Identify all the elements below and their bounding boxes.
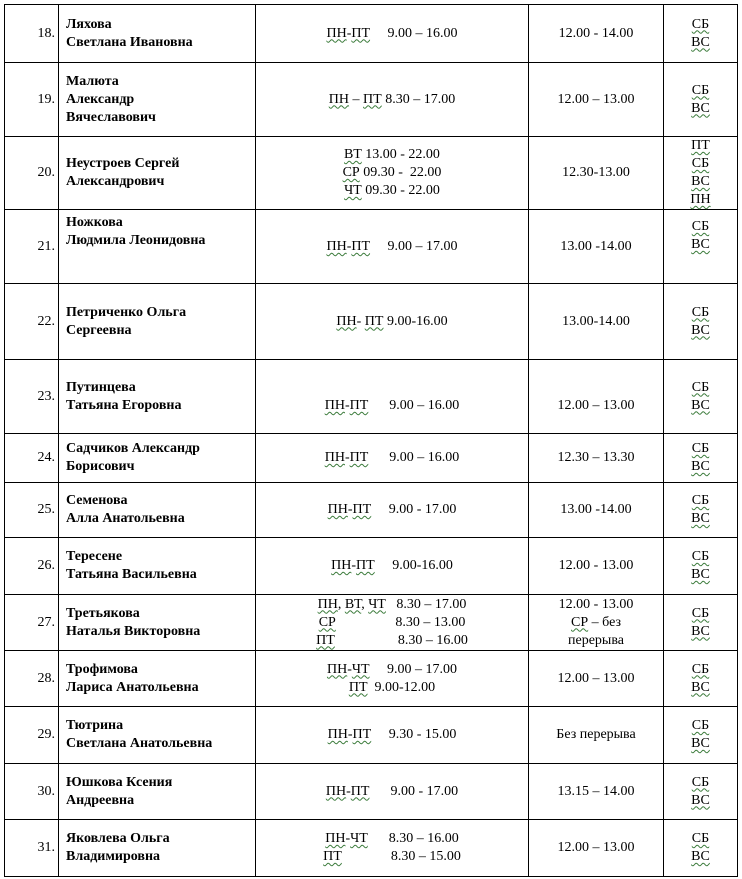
lunch-break-cell xyxy=(529,538,664,595)
lunch-break-cell xyxy=(529,5,664,63)
employee-name-cell xyxy=(59,820,256,877)
work-hours-line: ПТ 9.00-12.00 xyxy=(348,679,436,695)
lunch-break-cell xyxy=(529,137,664,210)
days-off-line: СБ xyxy=(691,16,710,32)
days-off-cell xyxy=(664,764,738,820)
row-number: 28. xyxy=(5,651,59,707)
employee-name-line: Александр xyxy=(66,91,135,107)
employee-name-cell xyxy=(59,434,256,483)
work-hours-line: ПН-ПТ 9.30 - 15.00 xyxy=(327,727,457,742)
days-off-line: ВС xyxy=(691,511,710,526)
employee-name-cell xyxy=(59,595,256,651)
row-number: 20. xyxy=(5,137,59,210)
work-hours-line: ПН, ВТ, ЧТ 8.30 – 17.00 xyxy=(317,596,467,612)
table-row xyxy=(5,137,738,210)
work-hours-line: ПН-ПТ 9.00 – 16.00 xyxy=(324,450,460,465)
days-off-line: ВС xyxy=(691,100,710,116)
days-off-cell xyxy=(664,284,738,360)
employee-name-cell xyxy=(59,284,256,360)
lunch-break-line: 12.00 - 13.00 xyxy=(558,596,634,612)
days-off-line: СБ xyxy=(691,379,710,395)
lunch-break-cell xyxy=(529,284,664,360)
work-hours-line: ПН-ПТ 9.00 – 16.00 xyxy=(326,25,458,41)
days-off-line: СБ xyxy=(691,82,710,98)
employee-name-cell xyxy=(59,707,256,764)
work-hours-line: ПН- ПТ 9.00-16.00 xyxy=(336,313,448,329)
lunch-break-line: 12.00 - 14.00 xyxy=(558,25,634,41)
work-hours-cell xyxy=(256,137,529,210)
lunch-break-cell xyxy=(529,651,664,707)
work-hours-cell xyxy=(256,764,529,820)
lunch-break-line: 12.00 – 13.00 xyxy=(557,840,635,855)
lunch-break-line: 13.00 -14.00 xyxy=(560,239,632,254)
days-off-line: ВС xyxy=(691,397,710,413)
table-row xyxy=(5,538,738,595)
table-row xyxy=(5,764,738,820)
lunch-break-line: 13.00-14.00 xyxy=(562,313,630,329)
work-hours-line: ПН-ЧТ 9.00 – 17.00 xyxy=(326,661,458,677)
work-hours-cell xyxy=(256,595,529,651)
row-number: 23. xyxy=(5,360,59,434)
work-hours-line: ВТ 13.00 - 22.00 xyxy=(344,147,440,162)
row-number: 18. xyxy=(5,5,59,63)
employee-name-cell xyxy=(59,651,256,707)
employee-name-line: Владимировна xyxy=(66,849,161,864)
work-hours-cell xyxy=(256,210,529,284)
days-off-cell xyxy=(664,538,738,595)
days-off-cell xyxy=(664,434,738,483)
employee-name-cell xyxy=(59,63,256,137)
days-off-line: СБ xyxy=(691,774,710,790)
employee-name-line: Людмила Леонидовна xyxy=(66,233,206,248)
row-number: 30. xyxy=(5,764,59,820)
work-hours-line: ПН-ПТ 9.00-16.00 xyxy=(331,558,453,573)
employee-name-cell xyxy=(59,137,256,210)
employee-name-line: Ляхова xyxy=(66,16,112,32)
lunch-break-cell xyxy=(529,360,664,434)
row-number: 29. xyxy=(5,707,59,764)
work-hours-line: ПН-ЧТ 8.30 – 16.00 xyxy=(325,831,459,846)
row-number: 27. xyxy=(5,595,59,651)
work-hours-line: ПТ 8.30 – 16.00 xyxy=(316,632,468,648)
days-off-line: ВС xyxy=(691,567,710,582)
employee-name-line: Путинцева xyxy=(66,379,136,395)
employee-name-line: Александрович xyxy=(66,174,165,189)
employee-name-line: Лариса Анатольевна xyxy=(66,679,199,695)
days-off-cell xyxy=(664,651,738,707)
days-off-line: ВС xyxy=(691,34,710,50)
employee-name-line: Петриченко Ольга xyxy=(66,304,187,320)
employee-name-line: Сергеевна xyxy=(66,322,132,338)
days-off-cell xyxy=(664,483,738,538)
table-row xyxy=(5,5,738,63)
table-row xyxy=(5,820,738,877)
employee-name-line: Наталья Викторовна xyxy=(66,623,201,639)
work-hours-line: ПН-ПТ 9.00 – 16.00 xyxy=(324,398,460,413)
days-off-line: ВС xyxy=(691,679,710,695)
employee-name-cell xyxy=(59,360,256,434)
days-off-cell xyxy=(664,707,738,764)
days-off-line: ПТ xyxy=(691,138,710,153)
employee-name-cell xyxy=(59,210,256,284)
employee-name-line: Малюта xyxy=(66,73,119,89)
work-hours-line: ЧТ 09.30 - 22.00 xyxy=(344,183,440,198)
table-row xyxy=(5,360,738,434)
employee-name-line: Тютрина xyxy=(66,718,124,733)
work-hours-line: ПН-ПТ 9.00 - 17.00 xyxy=(325,783,459,799)
work-hours-cell xyxy=(256,5,529,63)
days-off-line: ВС xyxy=(691,849,710,864)
lunch-break-line: 12.00 – 13.00 xyxy=(557,670,635,686)
employee-name-line: Татьяна Васильевна xyxy=(66,567,197,582)
work-hours-cell xyxy=(256,63,529,137)
work-hours-line: ПН-ПТ 9.00 – 17.00 xyxy=(326,239,458,254)
work-hours-line: СР 09.30 - 22.00 xyxy=(342,165,442,180)
lunch-break-line: Без перерыва xyxy=(556,727,636,742)
lunch-break-cell xyxy=(529,63,664,137)
table-row xyxy=(5,483,738,538)
days-off-line: ВС xyxy=(691,623,710,639)
days-off-line: ВС xyxy=(691,322,710,338)
employee-name-line: Вячеславович xyxy=(66,109,156,125)
lunch-break-line: 13.15 – 14.00 xyxy=(557,783,635,799)
table-row xyxy=(5,63,738,137)
work-hours-cell xyxy=(256,651,529,707)
employee-name-line: Светлана Ивановна xyxy=(66,34,193,50)
row-number: 19. xyxy=(5,63,59,137)
employee-name-cell xyxy=(59,764,256,820)
employee-name-line: Трофимова xyxy=(66,661,138,677)
employee-name-line: Борисович xyxy=(66,459,135,474)
work-hours-line: ПН-ПТ 9.00 - 17.00 xyxy=(327,502,457,517)
lunch-break-cell xyxy=(529,707,664,764)
days-off-line: ВС xyxy=(691,459,710,474)
lunch-break-cell xyxy=(529,820,664,877)
lunch-break-cell xyxy=(529,595,664,651)
row-number: 31. xyxy=(5,820,59,877)
table-row xyxy=(5,595,738,651)
work-hours-line: ПН – ПТ 8.30 – 17.00 xyxy=(328,91,456,107)
lunch-break-line: 12.00 – 13.00 xyxy=(557,398,635,413)
work-hours-cell xyxy=(256,820,529,877)
employee-name-line: Неустроев Сергей xyxy=(66,156,180,171)
lunch-break-line: СР – без xyxy=(571,614,621,630)
schedule-body xyxy=(5,5,738,877)
employee-name-line: Третьякова xyxy=(66,605,140,621)
employee-name-line: Татьяна Егоровна xyxy=(66,397,182,413)
days-off-line: СБ xyxy=(691,718,710,733)
employee-name-line: Юшкова Ксения xyxy=(66,774,173,790)
table-row xyxy=(5,707,738,764)
days-off-line: ВС xyxy=(691,736,710,751)
days-off-cell xyxy=(664,137,738,210)
lunch-break-line: 12.00 - 13.00 xyxy=(558,558,634,573)
employee-name-line: Семенова xyxy=(66,493,128,508)
lunch-break-cell xyxy=(529,764,664,820)
employee-name-line: Андреевна xyxy=(66,792,135,808)
work-hours-cell xyxy=(256,538,529,595)
employee-name-line: Яковлева Ольга xyxy=(66,831,170,846)
days-off-line: СБ xyxy=(691,219,710,234)
employee-name-line: Алла Анатольевна xyxy=(66,511,185,526)
lunch-break-cell xyxy=(529,483,664,538)
days-off-line: СБ xyxy=(691,661,710,677)
employee-name-line: Ножкова xyxy=(66,215,123,230)
work-hours-cell xyxy=(256,707,529,764)
row-number: 21. xyxy=(5,210,59,284)
row-number: 25. xyxy=(5,483,59,538)
lunch-break-line: 12.00 – 13.00 xyxy=(557,91,635,107)
days-off-cell xyxy=(664,5,738,63)
days-off-line: СБ xyxy=(691,493,710,508)
table-row xyxy=(5,651,738,707)
schedule-table xyxy=(4,4,738,877)
employee-name-line: Светлана Анатольевна xyxy=(66,736,213,751)
row-number: 22. xyxy=(5,284,59,360)
days-off-cell xyxy=(664,595,738,651)
work-hours-cell xyxy=(256,284,529,360)
employee-name-cell xyxy=(59,5,256,63)
work-hours-cell xyxy=(256,434,529,483)
employee-name-cell xyxy=(59,538,256,595)
table-row xyxy=(5,434,738,483)
work-hours-cell xyxy=(256,360,529,434)
work-hours-line: СР 8.30 – 13.00 xyxy=(318,614,466,630)
work-hours-cell xyxy=(256,483,529,538)
days-off-line: ВС xyxy=(691,237,710,252)
lunch-break-line: 13.00 -14.00 xyxy=(560,502,632,517)
table-row xyxy=(5,284,738,360)
lunch-break-line: перерыва xyxy=(568,632,624,648)
days-off-cell xyxy=(664,820,738,877)
days-off-line: СБ xyxy=(691,441,710,456)
days-off-cell xyxy=(664,360,738,434)
table-row xyxy=(5,210,738,284)
employee-name-line: Садчиков Александр xyxy=(66,441,200,456)
days-off-cell xyxy=(664,210,738,284)
row-number: 26. xyxy=(5,538,59,595)
days-off-line: ПН xyxy=(690,192,711,207)
days-off-line: СБ xyxy=(691,156,710,171)
days-off-line: СБ xyxy=(691,831,710,846)
days-off-line: СБ xyxy=(691,304,710,320)
employee-name-cell xyxy=(59,483,256,538)
employee-name-line: Тересене xyxy=(66,549,123,564)
days-off-line: СБ xyxy=(691,549,710,564)
days-off-line: ВС xyxy=(691,792,710,808)
lunch-break-cell xyxy=(529,210,664,284)
days-off-cell xyxy=(664,63,738,137)
work-hours-line: ПТ 8.30 – 15.00 xyxy=(323,849,461,864)
lunch-break-line: 12.30 – 13.30 xyxy=(557,450,635,465)
days-off-line: СБ xyxy=(691,605,710,621)
days-off-line: ВС xyxy=(691,174,710,189)
lunch-break-line: 12.30-13.00 xyxy=(562,165,630,180)
lunch-break-cell xyxy=(529,434,664,483)
row-number: 24. xyxy=(5,434,59,483)
